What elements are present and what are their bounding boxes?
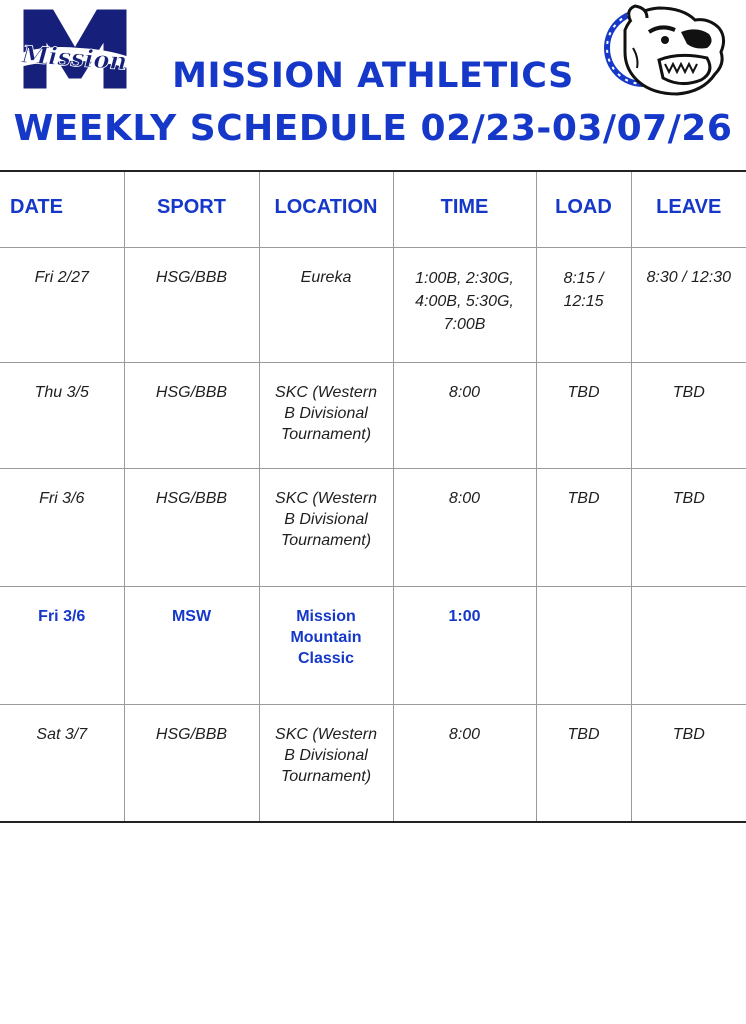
cell-leave: 8:30 / 12:30 [631, 247, 746, 362]
cell-location: Eureka [259, 247, 393, 362]
cell-time: 8:00 [393, 362, 536, 468]
table-row [0, 704, 746, 822]
cell-load: TBD [536, 468, 631, 586]
cell-time: 1:00B, 2:30G, 4:00B, 5:30G, 7:00B [393, 247, 536, 362]
column-header-leave: LEAVE [631, 171, 746, 247]
cell-sport: HSG/BBB [124, 247, 259, 362]
cell-location: SKC (Western B Divisional Tournament) [259, 468, 393, 586]
column-header-sport: SPORT [124, 171, 259, 247]
cell-sport: MSW [124, 586, 259, 704]
cell-sport: HSG/BBB [124, 362, 259, 468]
cell-sport: HSG/BBB [124, 704, 259, 822]
cell-time: 8:00 [393, 704, 536, 822]
page-subtitle: WEEKLY SCHEDULE 02/23-03/07/26 [13, 108, 733, 149]
cell-date: Fri 3/6 [0, 586, 124, 704]
column-header-load: LOAD [536, 171, 631, 247]
table-row [0, 362, 746, 468]
cell-date: Fri 2/27 [0, 247, 124, 362]
table-row-highlighted [0, 586, 746, 704]
cell-load: TBD [536, 704, 631, 822]
page-title: MISSION ATHLETICS [172, 56, 574, 96]
column-header-date: DATE [0, 171, 124, 247]
cell-location: Mission Mountain Classic [259, 586, 393, 704]
cell-time: 1:00 [393, 586, 536, 704]
schedule-table [0, 170, 746, 823]
cell-location: SKC (Western B Divisional Tournament) [259, 362, 393, 468]
cell-date: Sat 3/7 [0, 704, 124, 822]
cell-load: 8:15 / 12:15 [536, 247, 631, 362]
cell-leave [631, 586, 746, 704]
logo-script-text: Mission [20, 39, 128, 76]
table-row [0, 247, 746, 362]
cell-leave: TBD [631, 704, 746, 822]
cell-date: Fri 3/6 [0, 468, 124, 586]
column-header-time: TIME [393, 171, 536, 247]
cell-load [536, 586, 631, 704]
cell-location: SKC (Western B Divisional Tournament) [259, 704, 393, 822]
table-header-row [0, 171, 746, 247]
table-row [0, 468, 746, 586]
cell-date: Thu 3/5 [0, 362, 124, 468]
column-header-location: LOCATION [259, 171, 393, 247]
cell-sport: HSG/BBB [124, 468, 259, 586]
cell-load: TBD [536, 362, 631, 468]
cell-leave: TBD [631, 362, 746, 468]
cell-time: 8:00 [393, 468, 536, 586]
cell-leave: TBD [631, 468, 746, 586]
